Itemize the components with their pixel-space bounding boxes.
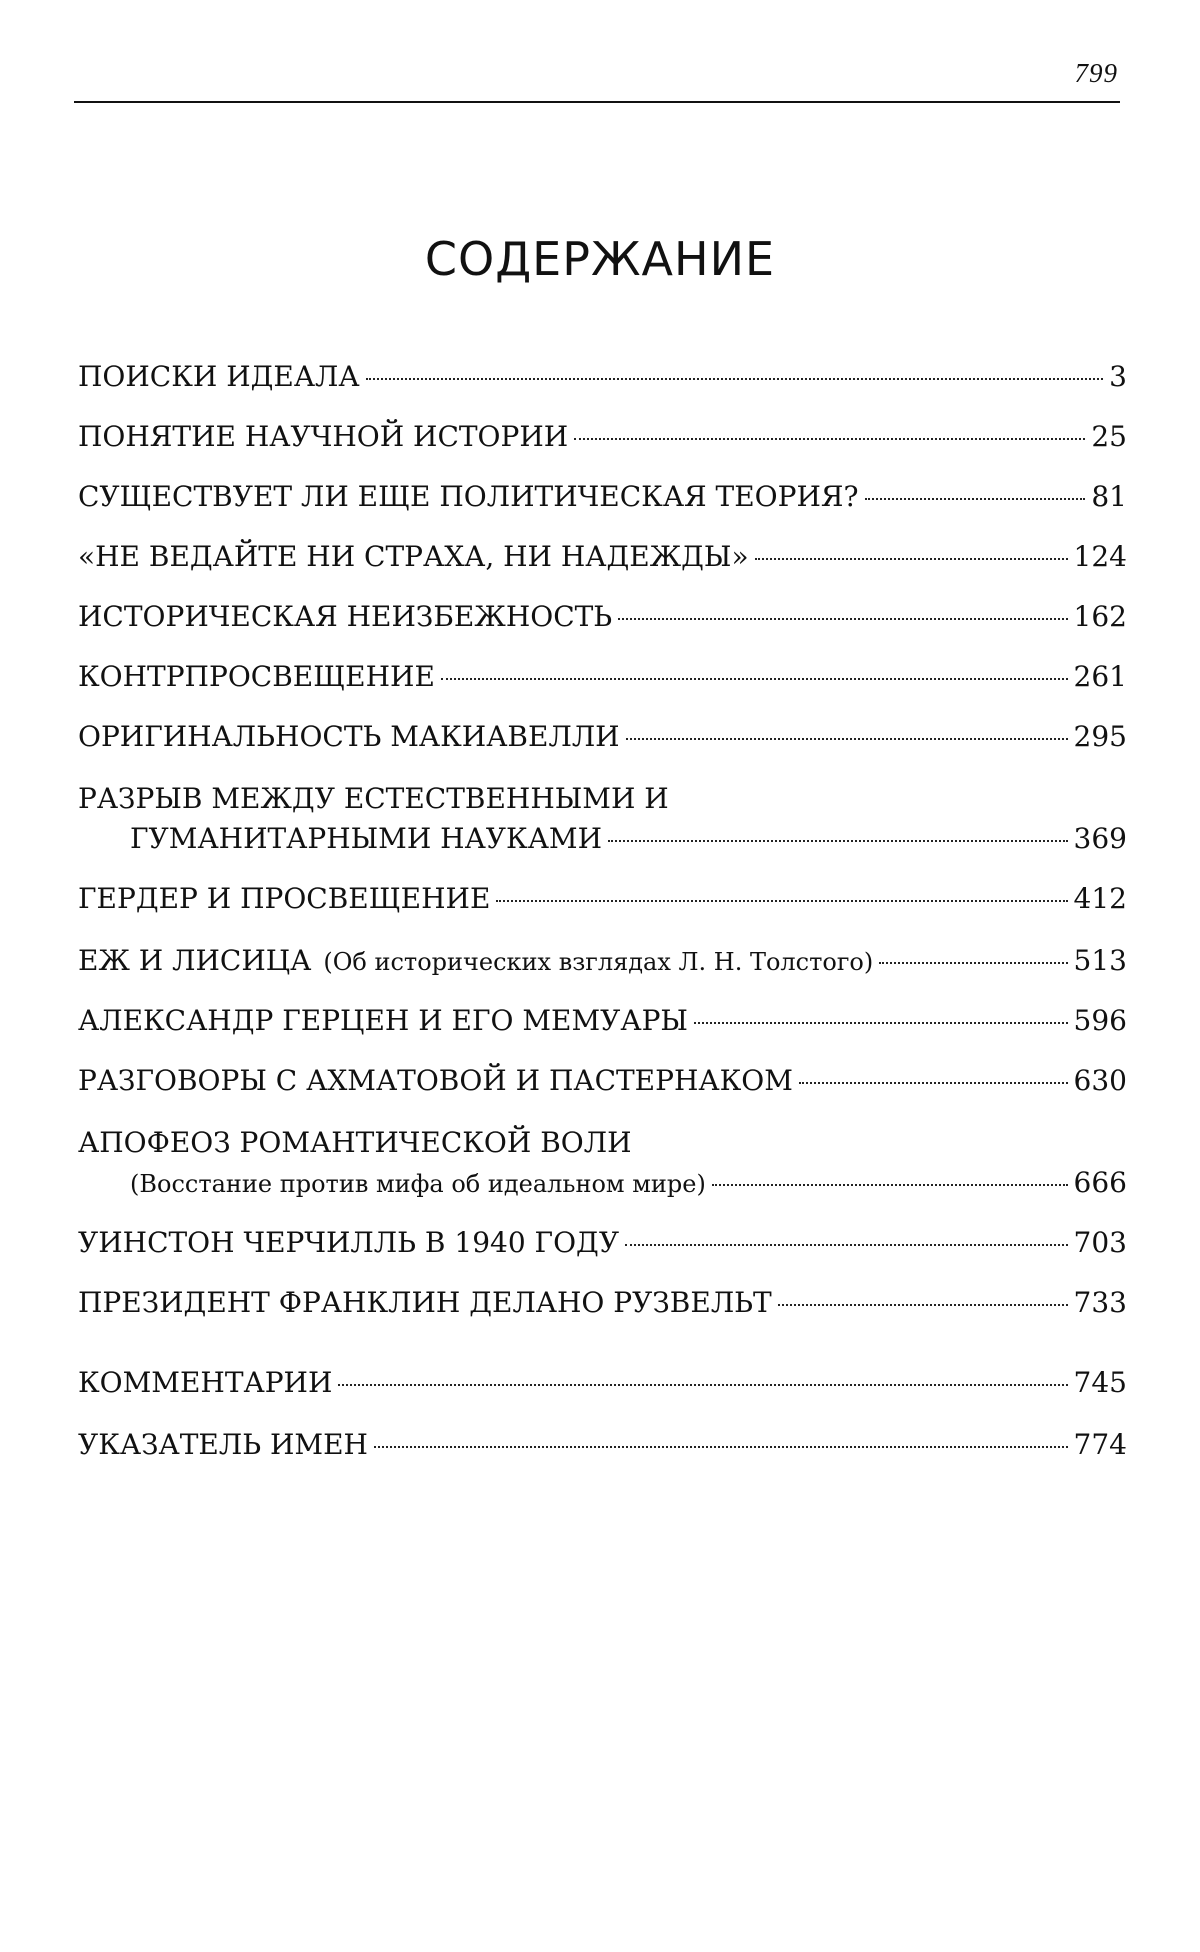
toc-entry-title: АПОФЕОЗ РОМАНТИЧЕСКОЙ ВОЛИ — [78, 1126, 632, 1159]
toc-entry — [78, 477, 1127, 517]
toc-entry-page: 3 — [1109, 360, 1127, 393]
toc-entry-title: УИНСТОН ЧЕРЧИЛЛЬ В 1940 ГОДУ — [78, 1226, 620, 1259]
toc-entry — [78, 1123, 1127, 1204]
dot-leader — [338, 1384, 1067, 1386]
toc-entry-title: ОРИГИНАЛЬНОСТЬ МАКИАВЕЛЛИ — [78, 720, 620, 753]
toc-entry — [78, 941, 1127, 982]
toc-entry — [78, 657, 1127, 697]
toc-entry-title-continuation: (Восстание против мифа об идеальном мире) — [130, 1170, 706, 1198]
toc-entry-title: ИСТОРИЧЕСКАЯ НЕИЗБЕЖНОСТЬ — [78, 600, 613, 633]
toc-entry-page: 630 — [1073, 1064, 1127, 1097]
dot-leader — [441, 678, 1068, 680]
toc-entry-title: ПРЕЗИДЕНТ ФРАНКЛИН ДЕЛАНО РУЗВЕЛЬТ — [78, 1286, 772, 1319]
toc-entry-page: 745 — [1073, 1366, 1127, 1399]
dot-leader — [694, 1022, 1068, 1024]
toc-entry-title: ПОИСКИ ИДЕАЛА — [78, 360, 360, 393]
dot-leader — [778, 1304, 1068, 1306]
toc-entry-title: СУЩЕСТВУЕТ ЛИ ЕЩЕ ПОЛИТИЧЕСКАЯ ТЕОРИЯ? — [78, 480, 859, 513]
toc-entry-page: 703 — [1073, 1226, 1127, 1259]
toc-entry-title: КОНТРПРОСВЕЩЕНИЕ — [78, 660, 435, 693]
dot-leader — [625, 1244, 1067, 1246]
toc-entry-page: 666 — [1073, 1166, 1127, 1199]
dot-leader — [618, 618, 1067, 620]
toc-entry-page: 295 — [1073, 720, 1127, 753]
toc-entry — [78, 1223, 1127, 1263]
toc-entry — [78, 357, 1127, 397]
toc-entry-title: ЕЖ И ЛИСИЦА — [78, 944, 312, 977]
toc-entry-title: «НЕ ВЕДАЙТЕ НИ СТРАХА, НИ НАДЕЖДЫ» — [78, 540, 749, 573]
dot-leader — [799, 1082, 1068, 1084]
toc-entry — [78, 537, 1127, 577]
toc-entry-page: 25 — [1091, 420, 1127, 453]
toc-entry-title: РАЗГОВОРЫ С АХМАТОВОЙ И ПАСТЕРНАКОМ — [78, 1064, 793, 1097]
dot-leader — [879, 962, 1067, 964]
dot-leader — [626, 738, 1068, 740]
toc-entry-title: КОММЕНТАРИИ — [78, 1366, 333, 1399]
toc-entry-note: (Об исторических взглядах Л. Н. Толстого) — [323, 948, 874, 976]
toc-entry-page: 774 — [1073, 1428, 1127, 1461]
dot-leader — [865, 498, 1086, 500]
toc-entry-page: 733 — [1073, 1286, 1127, 1319]
toc-entry-page: 412 — [1073, 882, 1127, 915]
toc-entry — [78, 597, 1127, 637]
dot-leader — [712, 1184, 1068, 1186]
toc-entry-page: 369 — [1073, 822, 1127, 855]
toc-entry-page: 596 — [1073, 1004, 1127, 1037]
toc-entry-page: 124 — [1073, 540, 1127, 573]
toc-entry — [78, 879, 1127, 919]
dot-leader — [574, 438, 1085, 440]
toc-entry-title: ПОНЯТИЕ НАУЧНОЙ ИСТОРИИ — [78, 420, 569, 453]
toc-entry-title: АЛЕКСАНДР ГЕРЦЕН И ЕГО МЕМУАРЫ — [78, 1004, 688, 1037]
toc-entry-page: 81 — [1091, 480, 1127, 513]
dot-leader — [366, 378, 1104, 380]
toc-entry-title-continuation: ГУМАНИТАРНЫМИ НАУКАМИ — [130, 822, 602, 855]
toc-entry — [78, 779, 1127, 859]
toc-entry-page: 513 — [1073, 944, 1127, 977]
dot-leader — [755, 558, 1068, 560]
toc-entry — [78, 1283, 1127, 1323]
page-number: 799 — [1074, 58, 1118, 88]
toc-entry-title: УКАЗАТЕЛЬ ИМЕН — [78, 1428, 368, 1461]
toc-entry — [78, 1425, 1127, 1465]
toc-entry — [78, 417, 1127, 457]
toc-entry-page: 162 — [1073, 600, 1127, 633]
dot-leader — [496, 900, 1067, 902]
toc-entry-title: РАЗРЫВ МЕЖДУ ЕСТЕСТВЕННЫМИ И — [78, 782, 669, 815]
toc-entry — [78, 717, 1127, 757]
page-title: СОДЕРЖАНИЕ — [424, 232, 776, 286]
toc-entry — [78, 1061, 1127, 1101]
dot-leader — [374, 1446, 1068, 1448]
dot-leader — [608, 840, 1068, 842]
toc-entry-title: ГЕРДЕР И ПРОСВЕЩЕНИЕ — [78, 882, 491, 915]
toc-entry-page: 261 — [1073, 660, 1127, 693]
toc-entry — [78, 1001, 1127, 1041]
toc-entry — [78, 1363, 1127, 1403]
